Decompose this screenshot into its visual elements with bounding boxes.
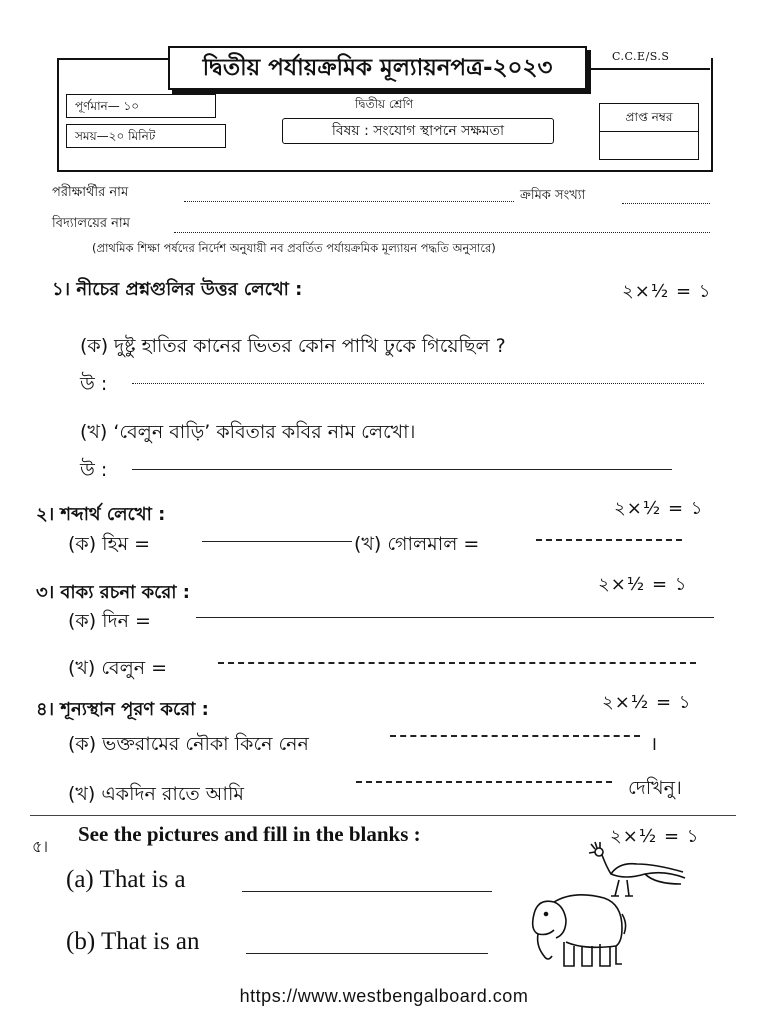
school-name-label: বিদ্যালয়ের নাম [52, 216, 130, 231]
q4a-end: । [650, 733, 658, 755]
q1a-answer-label: উ : [80, 373, 108, 395]
q3-heading: ৩। বাক্য রচনা করো : [36, 582, 190, 603]
header-frame-top-left [57, 58, 169, 60]
elephant-icon [524, 884, 628, 974]
q1b-answer-line[interactable] [132, 468, 672, 470]
q1b-question: (খ) ‘বেলুন বাড়ি’ কবিতার কবির নাম লেখো। [80, 421, 416, 443]
q4-heading: ৪। শূন্যস্থান পূরণ করো : [36, 699, 209, 720]
q4b-end: দেখিনু। [628, 777, 682, 799]
q2b-question: (খ) গোলমাল = [354, 533, 480, 555]
q4a-answer-line[interactable] [390, 734, 640, 737]
section-divider [30, 814, 736, 816]
instruction-note: (প্রাথমিক শিক্ষা পর্ষদের নির্দেশ অনুযায়ী নব প্রবর্তিত পর্যায়ক্রমিক মূল্যায়ন পদ্ধতি অনুসারে) [92, 241, 496, 255]
q4-marks: ২×½ = ১ [602, 692, 692, 713]
q3a-answer-line[interactable] [196, 616, 714, 618]
school-name-line[interactable] [174, 231, 710, 233]
q2a-answer-line[interactable] [202, 540, 352, 542]
time-allowed: সময়—২০ মিনিট [66, 124, 226, 148]
q3b-question: (খ) বেলুন = [68, 657, 168, 679]
footer-url[interactable]: https://www.westbengalboard.com [239, 986, 529, 1006]
q5b-text: (b) That is an [66, 928, 200, 955]
subject-label: বিষয় : সংযোগ স্থাপনে সক্ষমতা [282, 118, 554, 144]
header-frame-top-right [586, 68, 710, 70]
roll-no-line[interactable] [622, 202, 710, 204]
class-label: দ্বিতীয় শ্রেণি [355, 97, 414, 111]
marks-obtained-box [599, 103, 699, 160]
q1a-question: (ক) দুষ্টু হাতির কানের ভিতর কোন পাখি ঢুকে গিয়েছিল ? [80, 335, 506, 357]
q4b-answer-line[interactable] [356, 780, 612, 783]
q5-marks: ২×½ = ১ [610, 826, 700, 847]
q2-marks: ২×½ = ১ [614, 498, 704, 519]
roll-no-label: ক্রমিক সংখ্যা [520, 188, 586, 203]
q3b-answer-line[interactable] [218, 661, 696, 664]
q5-heading: See the pictures and fill in the blanks : [78, 822, 421, 846]
q5a-answer-line[interactable] [242, 890, 492, 892]
q5a-text: (a) That is a [66, 866, 186, 893]
q1a-answer-line[interactable] [132, 382, 704, 384]
q2-heading: ২। শব্দার্থ লেখো : [36, 504, 166, 525]
exam-code: C.C.E/S.S [612, 50, 670, 63]
q1-marks: ২×½ = ১ [622, 281, 712, 302]
q2a-question: (ক) হিম = [68, 533, 151, 555]
student-name-label: পরীক্ষার্থীর নাম [52, 185, 129, 200]
q4a-question: (ক) ভক্তরামের নৌকা কিনে নেন [68, 733, 309, 755]
q5-number: ৫। [32, 837, 49, 856]
q1-heading: ১। নীচের প্রশ্নগুলির উত্তর লেখো : [52, 279, 303, 300]
student-name-line[interactable] [184, 200, 514, 202]
marks-obtained-label: প্রাপ্ত নম্বর [600, 104, 698, 132]
q2b-answer-line[interactable] [536, 538, 682, 541]
q5b-answer-line[interactable] [246, 952, 488, 954]
full-marks: পূর্ণমান— ১০ [66, 94, 216, 118]
q3-marks: ২×½ = ১ [598, 574, 688, 595]
exam-title: দ্বিতীয় পর্যায়ক্রমিক মূল্যায়নপত্র-২০২৩ [168, 46, 587, 90]
q1b-answer-label: উ : [80, 459, 108, 481]
q3a-question: (ক) দিন = [68, 610, 151, 632]
q4b-question: (খ) একদিন রাতে আমি [68, 783, 244, 805]
